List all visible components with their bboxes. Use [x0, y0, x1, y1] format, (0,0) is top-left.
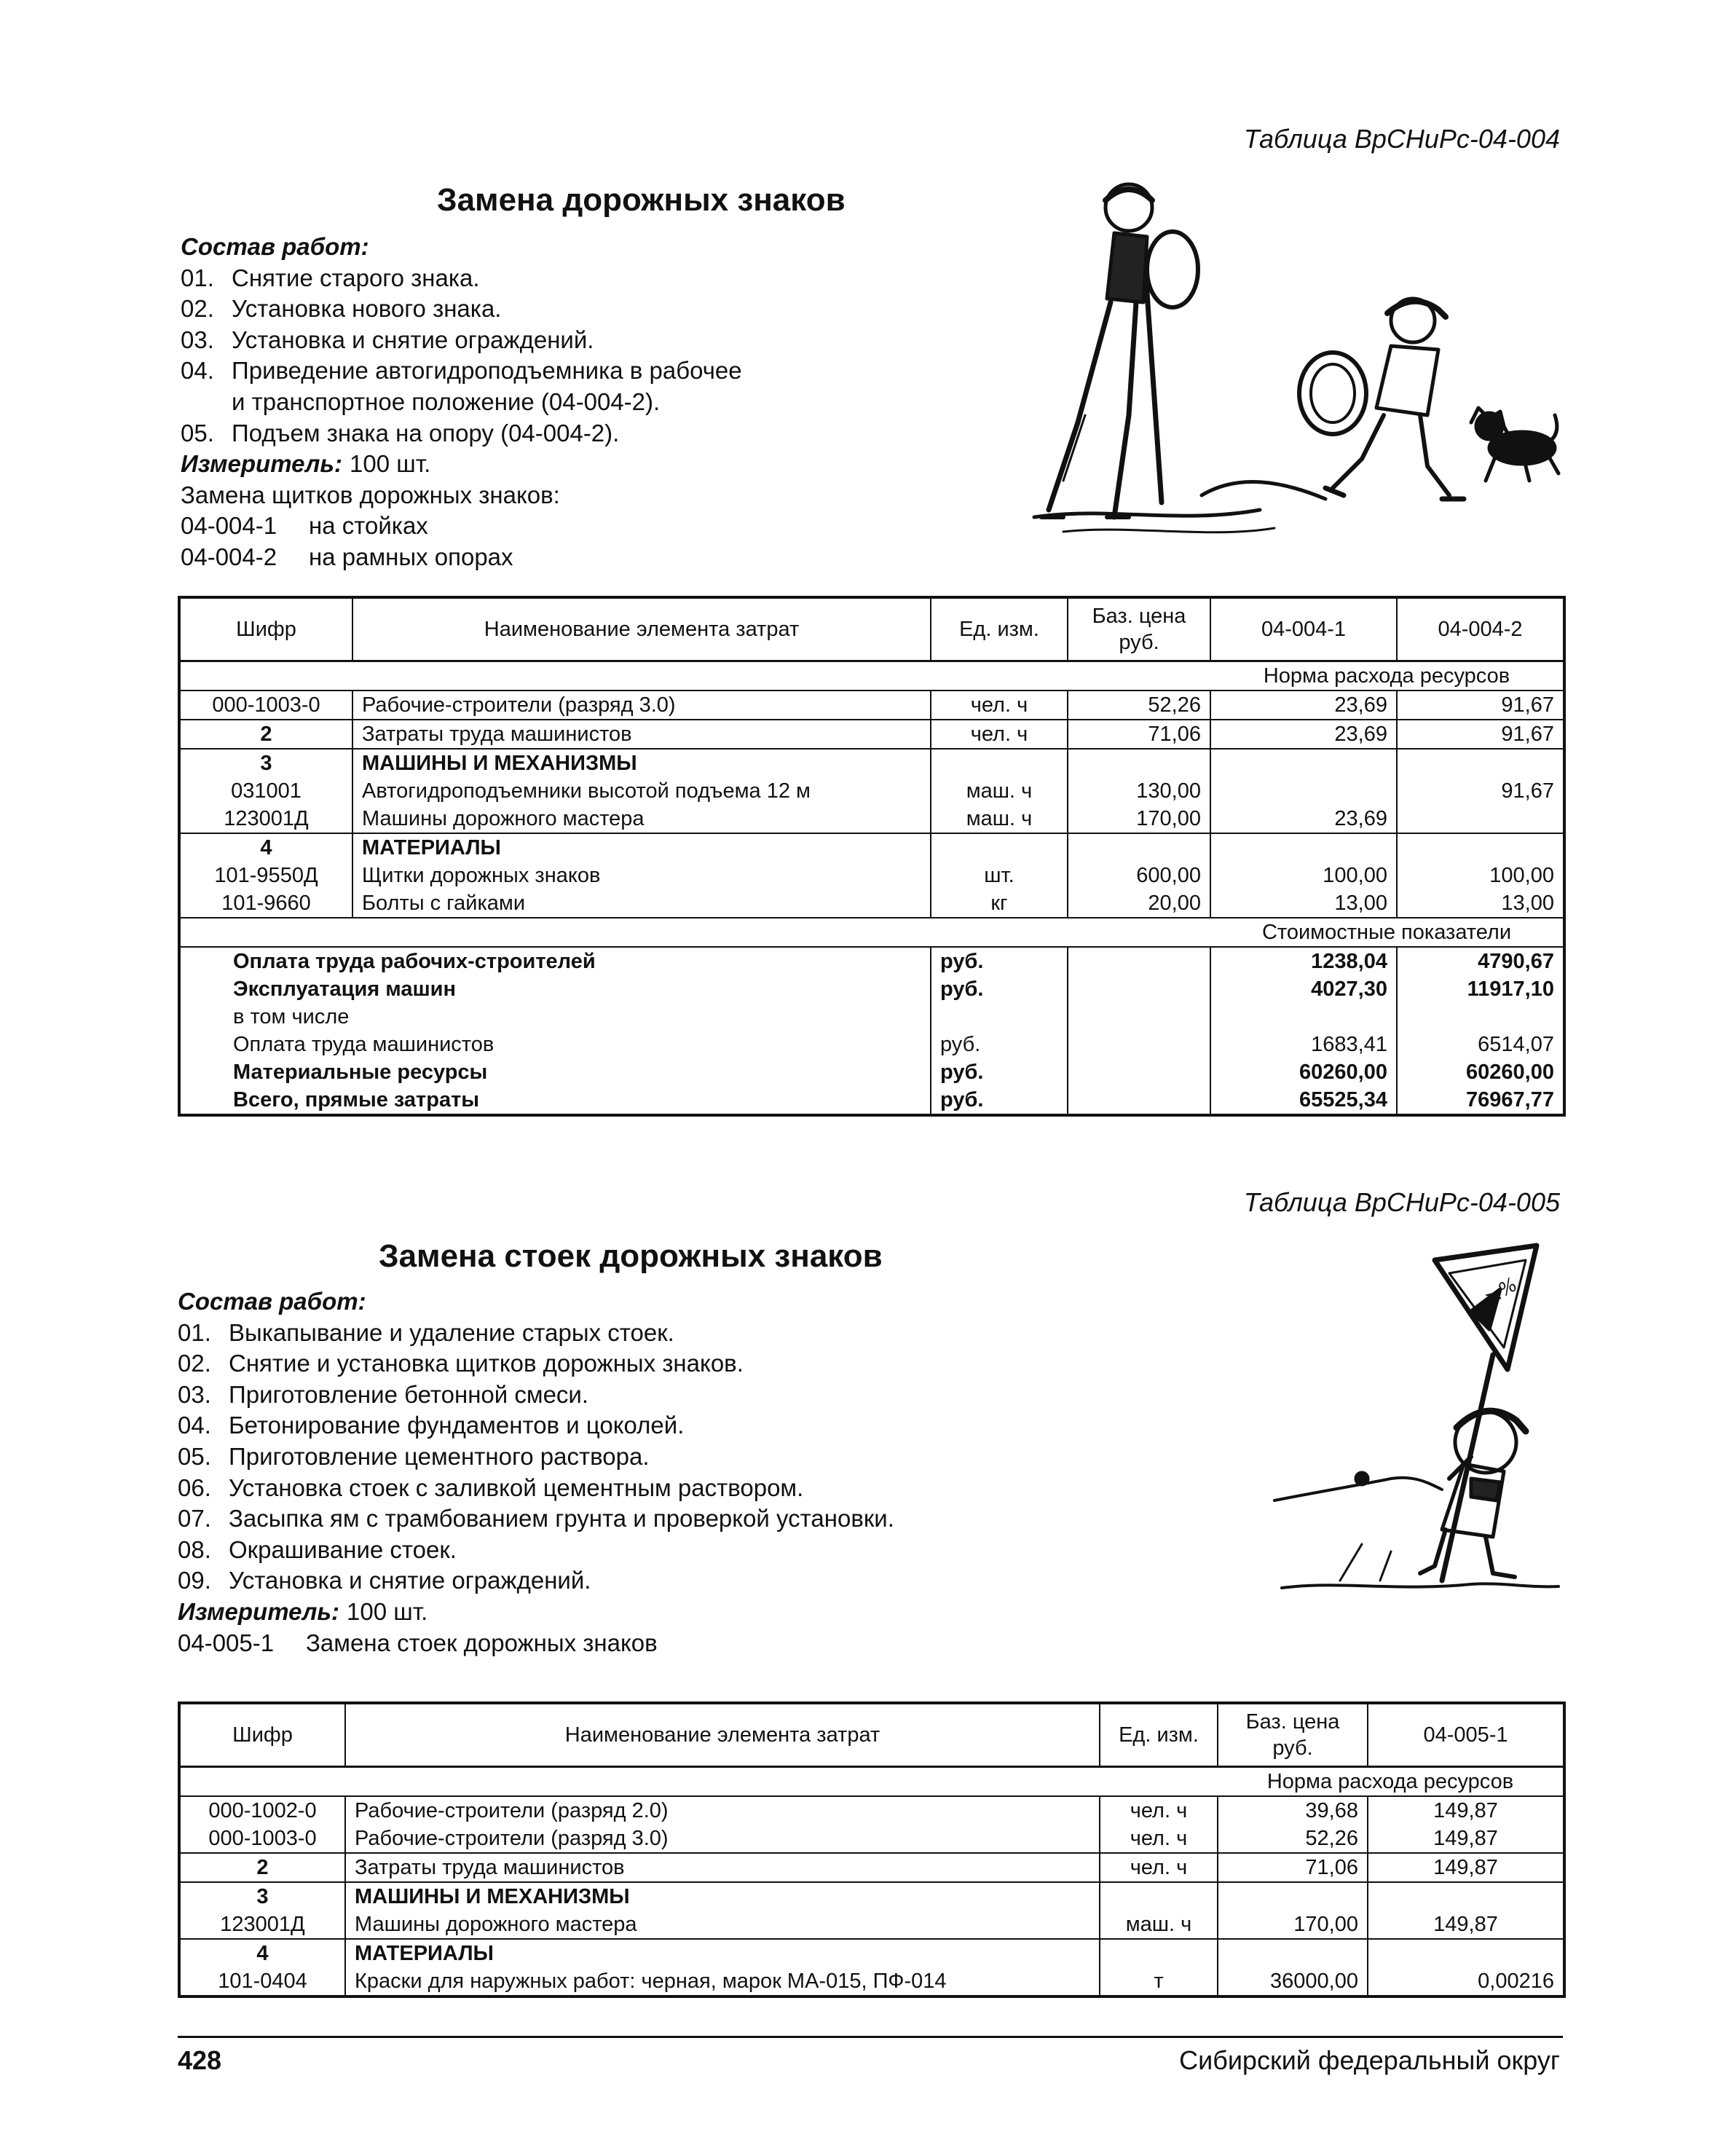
cost-row: Всего, прямые затраты руб. 65525,34 76967,77: [179, 1086, 1564, 1115]
section-row: 4 МАТЕРИАЛЫ: [179, 1939, 1564, 1967]
footer-region: Сибирский федеральный округ: [1179, 2045, 1560, 2075]
work-composition: [178, 1286, 894, 1659]
table-row: 2 Затраты труда машинистов чел. ч 71,06 23,69 91,67: [179, 720, 1564, 749]
svg-text:≥%: ≥%: [1481, 1273, 1521, 1310]
work-item: 01. Снятие старого знака.: [181, 264, 480, 291]
work-item: 09. Установка и снятие ограждений.: [178, 1567, 591, 1594]
section-row: 3 МАШИНЫ И МЕХАНИЗМЫ: [179, 1882, 1564, 1911]
work-item: 04. Приведение автогидроподъемника в рабочее: [181, 357, 742, 385]
meter-line: Измеритель: 100 шт.: [178, 1597, 428, 1625]
section-title: Замена стоек дорожных знаков: [379, 1238, 883, 1274]
section-title: Замена дорожных знаков: [437, 182, 846, 218]
table-row: 123001Д Машины дорожного мастера маш. ч 170,00 23,69: [179, 805, 1564, 833]
work-heading: Состав работ:: [178, 1288, 366, 1315]
table-row: 000-1003-0 Рабочие-строители (разряд 3.0) чел. ч 52,26 23,69 91,67: [179, 691, 1564, 720]
header-code: Шифр: [179, 597, 352, 661]
header-code: Шифр: [179, 1703, 345, 1767]
work-heading: Состав работ:: [181, 233, 369, 260]
table-row: 000-1003-0 Рабочие-строители (разряд 3.0) чел. ч 52,26 149,87: [179, 1825, 1564, 1853]
header-price: Баз. цена руб.: [1068, 597, 1210, 661]
variant-line: 04-004-2 на рамных опорах: [181, 543, 513, 570]
header-variant-2: 04-004-2: [1397, 597, 1564, 661]
variant-line: 04-005-1 Замена стоек дорожных знаков: [178, 1629, 658, 1656]
cost-row: Оплата труда рабочих-строителей руб. 1238,04 4790,67: [179, 947, 1564, 975]
header-unit: Ед. изм.: [1100, 1703, 1218, 1767]
work-item: 03. Приготовление бетонной смеси.: [178, 1380, 589, 1408]
workers-illustration: [1020, 175, 1573, 554]
section-row: 4 МАТЕРИАЛЫ: [179, 833, 1564, 862]
work-item: 03. Установка и снятие ограждений.: [181, 326, 594, 353]
work-item: 02. Установка нового знака.: [181, 295, 502, 323]
work-item: 08. Окрашивание стоек.: [178, 1535, 457, 1563]
cost-row: Материальные ресурсы руб. 60260,00 60260,00: [179, 1058, 1564, 1086]
variants-heading: Замена щитков дорожных знаков:: [181, 481, 560, 508]
header-unit: Ед. изм.: [931, 597, 1068, 661]
header-variant-1: 04-005-1: [1368, 1703, 1564, 1767]
resource-table-04-004: [178, 596, 1566, 1117]
work-item: 04. Бетонирование фундаментов и цоколей.: [178, 1412, 685, 1439]
work-item: 06. Установка стоек с заливкой цементным раствором.: [178, 1474, 804, 1501]
work-item: 05. Подъем знака на опору (04-004-2).: [181, 419, 620, 446]
table-label: Таблица ВрСНиРс-04-005: [1243, 1187, 1560, 1217]
norm-heading-row: Норма расхода ресурсов: [179, 1767, 1564, 1797]
norm-heading-row: Норма расхода ресурсов: [179, 661, 1564, 691]
table-row: 101-9660 Болты с гайками кг 20,00 13,00 13,00: [179, 889, 1564, 918]
variant-line: 04-004-1 на стойках: [181, 512, 428, 540]
section-row: 3 МАШИНЫ И МЕХАНИЗМЫ: [179, 749, 1564, 777]
resource-table-04-005: [178, 1701, 1566, 1998]
work-item: 01. Выкапывание и удаление старых стоек.: [178, 1318, 674, 1346]
header-name: Наименование элемента затрат: [352, 597, 931, 661]
cost-row: Эксплуатация машин руб. 4027,30 11917,10: [179, 975, 1564, 1003]
meter-line: Измеритель: 100 шт.: [181, 450, 431, 478]
table-row: 2 Затраты труда машинистов чел. ч 71,06 149,87: [179, 1853, 1564, 1882]
page-number: 428: [178, 2045, 222, 2075]
header-price: Баз. цена руб.: [1218, 1703, 1368, 1767]
header-variant-1: 04-004-1: [1210, 597, 1397, 661]
work-item-continuation: и транспортное положение (04-004-2).: [232, 387, 661, 415]
cost-row: в том числе: [179, 1003, 1564, 1031]
cost-heading-row: Стоимостные показатели: [179, 918, 1564, 947]
cost-row: Оплата труда машинистов руб. 1683,41 6514,07: [179, 1031, 1564, 1058]
work-item: 02. Снятие и установка щитков дорожных знаков.: [178, 1350, 744, 1377]
table-row: 031001 Автогидроподъемники высотой подъема 12 м маш. ч 130,00 91,67: [179, 777, 1564, 805]
sign-worker-illustration: [1253, 1238, 1573, 1602]
table-row: 101-0404 Краски для наружных работ: черная, марок МА-015, ПФ-014 т 36000,00 0,00216: [179, 1967, 1564, 1996]
work-composition: [181, 232, 742, 573]
header-name: Наименование элемента затрат: [345, 1703, 1100, 1767]
table-label: Таблица ВрСНиРс-04-004: [1243, 124, 1560, 154]
footer-rule: [178, 2036, 1563, 2038]
table-row: 123001Д Машины дорожного мастера маш. ч 170,00 149,87: [179, 1911, 1564, 1939]
table-row: 000-1002-0 Рабочие-строители (разряд 2.0) чел. ч 39,68 149,87: [179, 1796, 1564, 1825]
table-row: 101-9550Д Щитки дорожных знаков шт. 600,00 100,00 100,00: [179, 862, 1564, 889]
work-item: 05. Приготовление цементного раствора.: [178, 1442, 650, 1470]
work-item: 07. Засыпка ям с трамбованием грунта и проверкой установки.: [178, 1505, 894, 1533]
